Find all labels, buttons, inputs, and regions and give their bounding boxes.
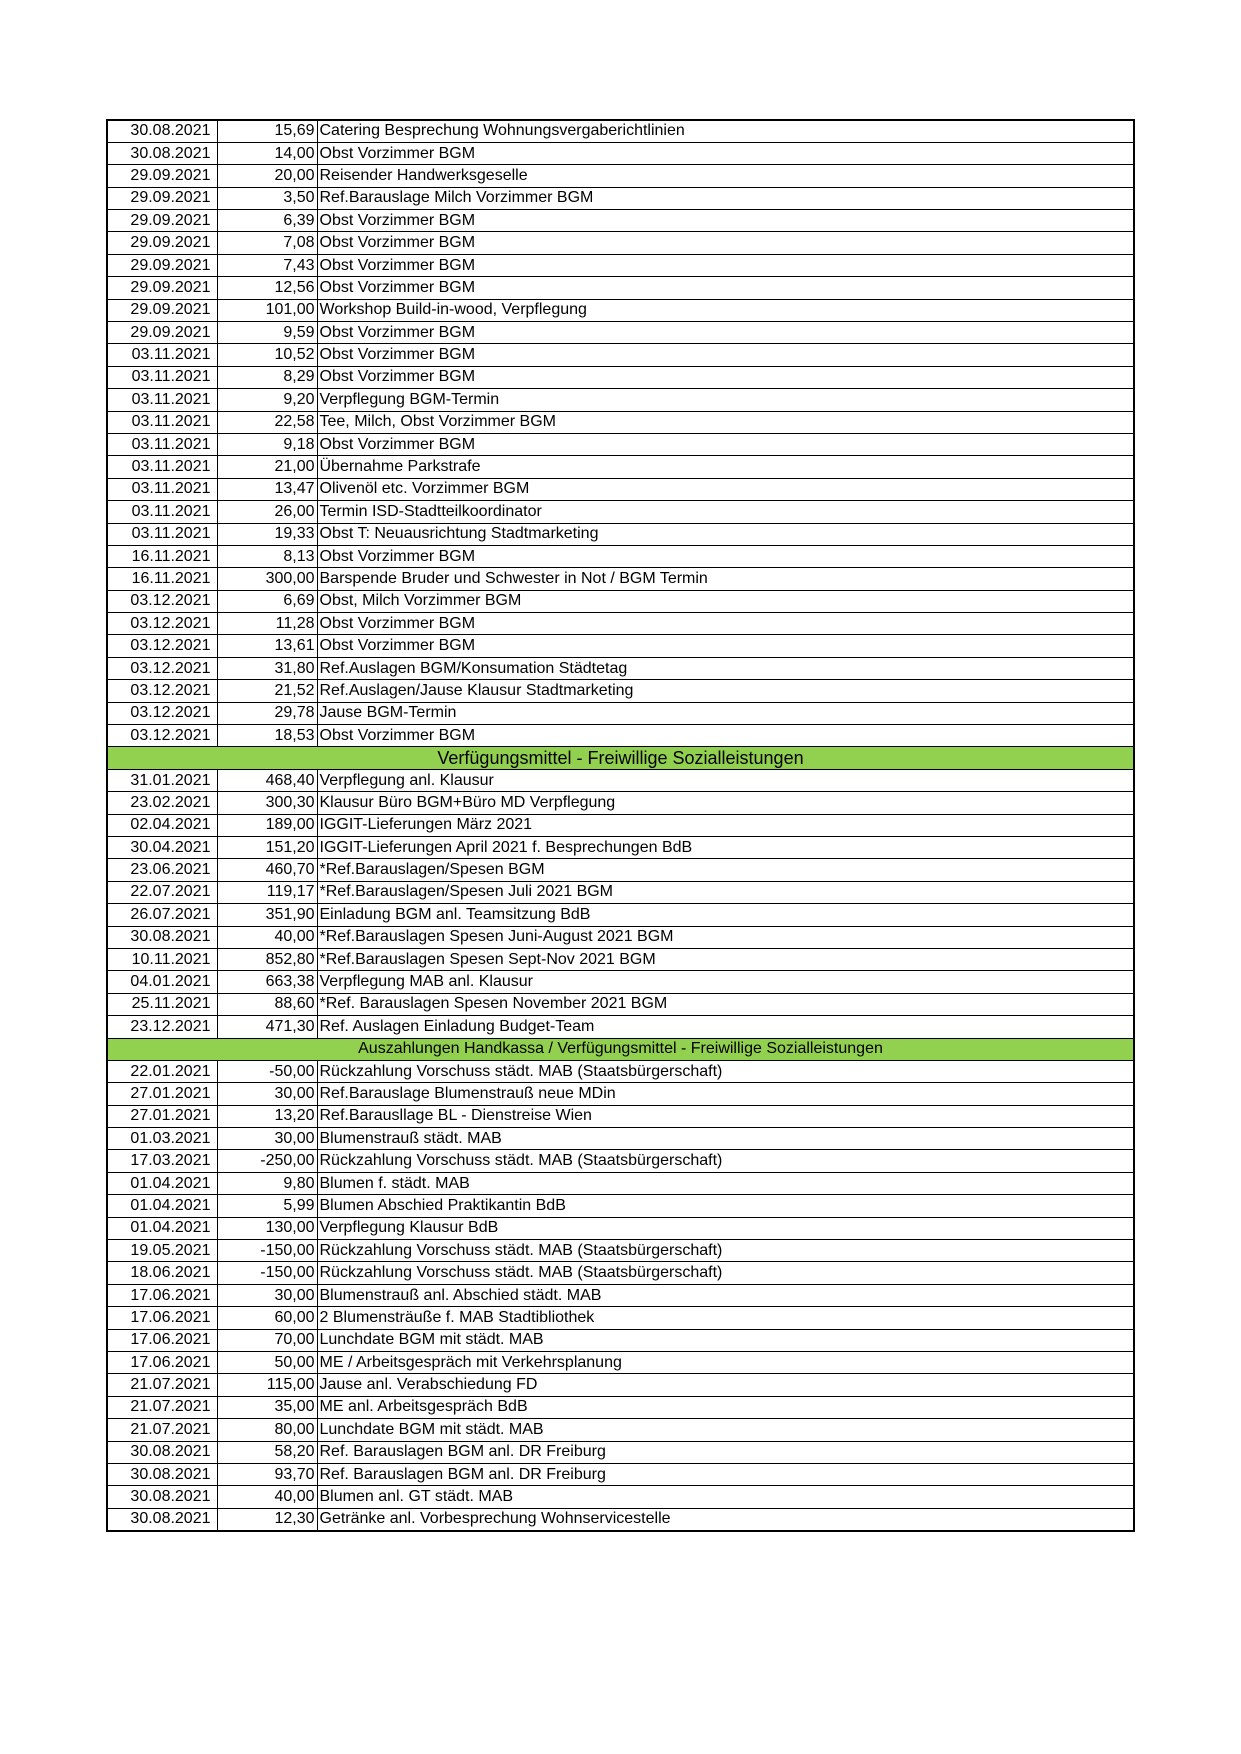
row-amount: -150,00 bbox=[217, 1240, 317, 1262]
row-description: Obst Vorzimmer BGM bbox=[317, 210, 1134, 232]
row-amount: 30,00 bbox=[217, 1083, 317, 1105]
row-amount: 7,43 bbox=[217, 254, 317, 276]
row-date: 03.12.2021 bbox=[107, 613, 217, 635]
row-amount: 19,33 bbox=[217, 523, 317, 545]
table-row bbox=[107, 590, 1134, 612]
row-description: Rückzahlung Vorschuss städt. MAB (Staatsbürgerschaft) bbox=[317, 1262, 1134, 1284]
row-amount: -250,00 bbox=[217, 1150, 317, 1172]
row-amount: 151,20 bbox=[217, 837, 317, 859]
row-date: 22.07.2021 bbox=[107, 881, 217, 903]
row-date: 29.09.2021 bbox=[107, 210, 217, 232]
table-row bbox=[107, 613, 1134, 635]
row-description: Obst Vorzimmer BGM bbox=[317, 344, 1134, 366]
row-description: Obst T: Neuausrichtung Stadtmarketing bbox=[317, 523, 1134, 545]
row-amount: 9,18 bbox=[217, 433, 317, 455]
row-date: 17.03.2021 bbox=[107, 1150, 217, 1172]
table-row bbox=[107, 948, 1134, 970]
row-amount: 20,00 bbox=[217, 165, 317, 187]
table-row bbox=[107, 568, 1134, 590]
row-date: 30.08.2021 bbox=[107, 1486, 217, 1508]
row-amount: 101,00 bbox=[217, 299, 317, 321]
row-description: Jause anl. Verabschiedung FD bbox=[317, 1374, 1134, 1396]
row-amount: 130,00 bbox=[217, 1217, 317, 1239]
row-amount: 11,28 bbox=[217, 613, 317, 635]
row-amount: 58,20 bbox=[217, 1441, 317, 1463]
row-description: Rückzahlung Vorschuss städt. MAB (Staatsbürgerschaft) bbox=[317, 1060, 1134, 1082]
row-date: 17.06.2021 bbox=[107, 1329, 217, 1351]
row-description: Blumenstrauß städt. MAB bbox=[317, 1128, 1134, 1150]
row-date: 03.11.2021 bbox=[107, 501, 217, 523]
row-date: 01.04.2021 bbox=[107, 1172, 217, 1194]
table-row bbox=[107, 1262, 1134, 1284]
table-row bbox=[107, 165, 1134, 187]
row-date: 03.12.2021 bbox=[107, 590, 217, 612]
table-row bbox=[107, 456, 1134, 478]
table-row bbox=[107, 926, 1134, 948]
row-description: Blumen anl. GT städt. MAB bbox=[317, 1486, 1134, 1508]
row-amount: 21,52 bbox=[217, 680, 317, 702]
row-amount: -150,00 bbox=[217, 1262, 317, 1284]
table-row bbox=[107, 299, 1134, 321]
table-row bbox=[107, 1060, 1134, 1082]
row-description: Ref.Auslagen/Jause Klausur Stadtmarketing bbox=[317, 680, 1134, 702]
table-row bbox=[107, 1374, 1134, 1396]
row-amount: 5,99 bbox=[217, 1195, 317, 1217]
table-row bbox=[107, 904, 1134, 926]
row-date: 31.01.2021 bbox=[107, 769, 217, 791]
row-description: Blumen Abschied Praktikantin BdB bbox=[317, 1195, 1134, 1217]
row-description: Obst Vorzimmer BGM bbox=[317, 725, 1134, 747]
row-date: 21.07.2021 bbox=[107, 1419, 217, 1441]
row-date: 30.04.2021 bbox=[107, 837, 217, 859]
table-row bbox=[107, 814, 1134, 836]
row-amount: 30,00 bbox=[217, 1284, 317, 1306]
row-amount: -50,00 bbox=[217, 1060, 317, 1082]
table-row bbox=[107, 142, 1134, 164]
row-description: ME / Arbeitsgespräch mit Verkehrsplanung bbox=[317, 1351, 1134, 1373]
row-date: 26.07.2021 bbox=[107, 904, 217, 926]
row-date: 03.11.2021 bbox=[107, 366, 217, 388]
row-description: Verpflegung Klausur BdB bbox=[317, 1217, 1134, 1239]
row-description: Obst Vorzimmer BGM bbox=[317, 277, 1134, 299]
row-date: 03.12.2021 bbox=[107, 725, 217, 747]
table-row bbox=[107, 1463, 1134, 1485]
table-row bbox=[107, 344, 1134, 366]
row-description: Lunchdate BGM mit städt. MAB bbox=[317, 1329, 1134, 1351]
table-row bbox=[107, 1105, 1134, 1127]
row-description: Obst Vorzimmer BGM bbox=[317, 232, 1134, 254]
row-amount: 13,61 bbox=[217, 635, 317, 657]
row-date: 02.04.2021 bbox=[107, 814, 217, 836]
table-row bbox=[107, 523, 1134, 545]
row-description: Übernahme Parkstrafe bbox=[317, 456, 1134, 478]
table-row bbox=[107, 725, 1134, 747]
row-description: Obst Vorzimmer BGM bbox=[317, 254, 1134, 276]
row-date: 03.11.2021 bbox=[107, 433, 217, 455]
table-row bbox=[107, 232, 1134, 254]
row-date: 23.06.2021 bbox=[107, 859, 217, 881]
table-row bbox=[107, 680, 1134, 702]
row-date: 04.01.2021 bbox=[107, 971, 217, 993]
row-date: 10.11.2021 bbox=[107, 948, 217, 970]
row-date: 29.09.2021 bbox=[107, 254, 217, 276]
row-date: 03.12.2021 bbox=[107, 680, 217, 702]
row-description: Obst Vorzimmer BGM bbox=[317, 613, 1134, 635]
row-description: Lunchdate BGM mit städt. MAB bbox=[317, 1419, 1134, 1441]
row-date: 19.05.2021 bbox=[107, 1240, 217, 1262]
row-amount: 21,00 bbox=[217, 456, 317, 478]
table-row bbox=[107, 1016, 1134, 1038]
row-amount: 88,60 bbox=[217, 993, 317, 1015]
row-amount: 35,00 bbox=[217, 1396, 317, 1418]
table-row bbox=[107, 657, 1134, 679]
table-row bbox=[107, 971, 1134, 993]
table-row bbox=[107, 433, 1134, 455]
row-date: 23.02.2021 bbox=[107, 792, 217, 814]
row-amount: 300,30 bbox=[217, 792, 317, 814]
table-row bbox=[107, 769, 1134, 791]
row-description: Olivenöl etc. Vorzimmer BGM bbox=[317, 478, 1134, 500]
section-title: Verfügungsmittel - Freiwillige Sozialleistungen bbox=[107, 747, 1134, 769]
row-amount: 9,59 bbox=[217, 322, 317, 344]
row-date: 03.11.2021 bbox=[107, 478, 217, 500]
row-amount: 9,80 bbox=[217, 1172, 317, 1194]
row-amount: 351,90 bbox=[217, 904, 317, 926]
row-date: 29.09.2021 bbox=[107, 232, 217, 254]
table-row bbox=[107, 1284, 1134, 1306]
table-row bbox=[107, 1240, 1134, 1262]
row-description: Obst Vorzimmer BGM bbox=[317, 322, 1134, 344]
row-description: Ref.Barauslage Milch Vorzimmer BGM bbox=[317, 187, 1134, 209]
row-amount: 300,00 bbox=[217, 568, 317, 590]
row-description: Verpflegung MAB anl. Klausur bbox=[317, 971, 1134, 993]
row-amount: 93,70 bbox=[217, 1463, 317, 1485]
row-description: Obst Vorzimmer BGM bbox=[317, 433, 1134, 455]
table-row bbox=[107, 411, 1134, 433]
table-row bbox=[107, 993, 1134, 1015]
row-description: Ref.Barausllage BL - Dienstreise Wien bbox=[317, 1105, 1134, 1127]
section-header-row bbox=[107, 747, 1134, 769]
row-description: Ref. Barauslagen BGM anl. DR Freiburg bbox=[317, 1463, 1134, 1485]
row-date: 01.03.2021 bbox=[107, 1128, 217, 1150]
row-description: Catering Besprechung Wohnungsvergaberichtlinien bbox=[317, 120, 1134, 142]
row-description: Tee, Milch, Obst Vorzimmer BGM bbox=[317, 411, 1134, 433]
row-amount: 22,58 bbox=[217, 411, 317, 433]
row-date: 29.09.2021 bbox=[107, 187, 217, 209]
row-date: 27.01.2021 bbox=[107, 1083, 217, 1105]
row-date: 17.06.2021 bbox=[107, 1351, 217, 1373]
row-amount: 9,20 bbox=[217, 389, 317, 411]
table-row bbox=[107, 702, 1134, 724]
row-date: 29.09.2021 bbox=[107, 322, 217, 344]
row-date: 01.04.2021 bbox=[107, 1195, 217, 1217]
table-row bbox=[107, 1150, 1134, 1172]
table-row bbox=[107, 837, 1134, 859]
table-row bbox=[107, 389, 1134, 411]
row-amount: 31,80 bbox=[217, 657, 317, 679]
row-amount: 7,08 bbox=[217, 232, 317, 254]
table-row bbox=[107, 1419, 1134, 1441]
row-amount: 6,39 bbox=[217, 210, 317, 232]
row-description: Obst Vorzimmer BGM bbox=[317, 545, 1134, 567]
row-amount: 30,00 bbox=[217, 1128, 317, 1150]
row-amount: 115,00 bbox=[217, 1374, 317, 1396]
row-date: 30.08.2021 bbox=[107, 120, 217, 142]
row-date: 29.09.2021 bbox=[107, 165, 217, 187]
ledger-table bbox=[106, 119, 1135, 1532]
row-date: 16.11.2021 bbox=[107, 568, 217, 590]
table-row bbox=[107, 1329, 1134, 1351]
table-row bbox=[107, 254, 1134, 276]
row-description: Rückzahlung Vorschuss städt. MAB (Staatsbürgerschaft) bbox=[317, 1240, 1134, 1262]
table-row bbox=[107, 1441, 1134, 1463]
row-amount: 40,00 bbox=[217, 1486, 317, 1508]
row-date: 30.08.2021 bbox=[107, 1508, 217, 1530]
row-description: Getränke anl. Vorbesprechung Wohnservicestelle bbox=[317, 1508, 1134, 1530]
table-row bbox=[107, 1396, 1134, 1418]
row-date: 29.09.2021 bbox=[107, 299, 217, 321]
row-date: 18.06.2021 bbox=[107, 1262, 217, 1284]
row-description: Obst Vorzimmer BGM bbox=[317, 366, 1134, 388]
section-header-row bbox=[107, 1038, 1134, 1060]
row-date: 30.08.2021 bbox=[107, 142, 217, 164]
row-amount: 18,53 bbox=[217, 725, 317, 747]
row-date: 21.07.2021 bbox=[107, 1396, 217, 1418]
row-amount: 8,29 bbox=[217, 366, 317, 388]
table-row bbox=[107, 1351, 1134, 1373]
row-date: 03.12.2021 bbox=[107, 657, 217, 679]
row-date: 29.09.2021 bbox=[107, 277, 217, 299]
row-description: Ref.Barauslage Blumenstrauß neue MDin bbox=[317, 1083, 1134, 1105]
table-row bbox=[107, 545, 1134, 567]
row-description: *Ref.Barauslagen Spesen Sept-Nov 2021 BGM bbox=[317, 948, 1134, 970]
row-date: 17.06.2021 bbox=[107, 1307, 217, 1329]
row-description: Blumen f. städt. MAB bbox=[317, 1172, 1134, 1194]
row-description: Jause BGM-Termin bbox=[317, 702, 1134, 724]
row-amount: 471,30 bbox=[217, 1016, 317, 1038]
row-description: Ref. Auslagen Einladung Budget-Team bbox=[317, 1016, 1134, 1038]
row-amount: 189,00 bbox=[217, 814, 317, 836]
row-description: IGGIT-Lieferungen März 2021 bbox=[317, 814, 1134, 836]
row-date: 27.01.2021 bbox=[107, 1105, 217, 1127]
row-amount: 13,47 bbox=[217, 478, 317, 500]
row-amount: 15,69 bbox=[217, 120, 317, 142]
row-date: 16.11.2021 bbox=[107, 545, 217, 567]
row-amount: 29,78 bbox=[217, 702, 317, 724]
row-description: Termin ISD-Stadtteilkoordinator bbox=[317, 501, 1134, 523]
row-date: 17.06.2021 bbox=[107, 1284, 217, 1306]
row-date: 30.08.2021 bbox=[107, 1441, 217, 1463]
row-amount: 3,50 bbox=[217, 187, 317, 209]
row-date: 22.01.2021 bbox=[107, 1060, 217, 1082]
row-date: 03.11.2021 bbox=[107, 344, 217, 366]
row-description: *Ref.Barauslagen Spesen Juni-August 2021 BGM bbox=[317, 926, 1134, 948]
row-amount: 40,00 bbox=[217, 926, 317, 948]
row-description: *Ref.Barauslagen/Spesen Juli 2021 BGM bbox=[317, 881, 1134, 903]
row-amount: 80,00 bbox=[217, 1419, 317, 1441]
row-amount: 119,17 bbox=[217, 881, 317, 903]
table-row bbox=[107, 277, 1134, 299]
table-row bbox=[107, 501, 1134, 523]
row-date: 03.12.2021 bbox=[107, 702, 217, 724]
table-row bbox=[107, 881, 1134, 903]
row-amount: 60,00 bbox=[217, 1307, 317, 1329]
row-description: ME anl. Arbeitsgespräch BdB bbox=[317, 1396, 1134, 1418]
row-amount: 12,30 bbox=[217, 1508, 317, 1530]
row-description: Obst Vorzimmer BGM bbox=[317, 142, 1134, 164]
row-amount: 852,80 bbox=[217, 948, 317, 970]
table-row bbox=[107, 792, 1134, 814]
ledger-body bbox=[107, 120, 1134, 1531]
row-description: Obst, Milch Vorzimmer BGM bbox=[317, 590, 1134, 612]
row-description: Rückzahlung Vorschuss städt. MAB (Staatsbürgerschaft) bbox=[317, 1150, 1134, 1172]
row-description: *Ref. Barauslagen Spesen November 2021 BGM bbox=[317, 993, 1134, 1015]
table-row bbox=[107, 1128, 1134, 1150]
row-date: 21.07.2021 bbox=[107, 1374, 217, 1396]
row-amount: 663,38 bbox=[217, 971, 317, 993]
table-row bbox=[107, 1307, 1134, 1329]
table-row bbox=[107, 1486, 1134, 1508]
row-description: Workshop Build-in-wood, Verpflegung bbox=[317, 299, 1134, 321]
row-amount: 10,52 bbox=[217, 344, 317, 366]
row-description: Ref. Barauslagen BGM anl. DR Freiburg bbox=[317, 1441, 1134, 1463]
row-amount: 468,40 bbox=[217, 769, 317, 791]
row-amount: 14,00 bbox=[217, 142, 317, 164]
row-description: IGGIT-Lieferungen April 2021 f. Besprechungen BdB bbox=[317, 837, 1134, 859]
table-row bbox=[107, 1083, 1134, 1105]
table-row bbox=[107, 1508, 1134, 1530]
row-amount: 26,00 bbox=[217, 501, 317, 523]
row-date: 03.11.2021 bbox=[107, 389, 217, 411]
row-description: Reisender Handwerksgeselle bbox=[317, 165, 1134, 187]
table-row bbox=[107, 210, 1134, 232]
row-date: 03.11.2021 bbox=[107, 411, 217, 433]
row-amount: 12,56 bbox=[217, 277, 317, 299]
row-description: Einladung BGM anl. Teamsitzung BdB bbox=[317, 904, 1134, 926]
row-description: *Ref.Barauslagen/Spesen BGM bbox=[317, 859, 1134, 881]
row-amount: 460,70 bbox=[217, 859, 317, 881]
table-row bbox=[107, 635, 1134, 657]
row-amount: 13,20 bbox=[217, 1105, 317, 1127]
row-amount: 70,00 bbox=[217, 1329, 317, 1351]
row-date: 25.11.2021 bbox=[107, 993, 217, 1015]
row-date: 30.08.2021 bbox=[107, 926, 217, 948]
row-description: Obst Vorzimmer BGM bbox=[317, 635, 1134, 657]
row-date: 30.08.2021 bbox=[107, 1463, 217, 1485]
row-description: Blumenstrauß anl. Abschied städt. MAB bbox=[317, 1284, 1134, 1306]
row-date: 01.04.2021 bbox=[107, 1217, 217, 1239]
row-description: Verpflegung anl. Klausur bbox=[317, 769, 1134, 791]
table-row bbox=[107, 1217, 1134, 1239]
table-row bbox=[107, 478, 1134, 500]
table-row bbox=[107, 859, 1134, 881]
table-row bbox=[107, 366, 1134, 388]
row-description: Klausur Büro BGM+Büro MD Verpflegung bbox=[317, 792, 1134, 814]
row-date: 23.12.2021 bbox=[107, 1016, 217, 1038]
row-date: 03.11.2021 bbox=[107, 523, 217, 545]
section-title: Auszahlungen Handkassa / Verfügungsmittel - Freiwillige Sozialleistungen bbox=[107, 1038, 1134, 1060]
row-date: 03.11.2021 bbox=[107, 456, 217, 478]
row-description: 2 Blumensträuße f. MAB Stadtibliothek bbox=[317, 1307, 1134, 1329]
table-row bbox=[107, 322, 1134, 344]
row-description: Ref.Auslagen BGM/Konsumation Städtetag bbox=[317, 657, 1134, 679]
table-row bbox=[107, 1195, 1134, 1217]
table-row bbox=[107, 187, 1134, 209]
row-description: Verpflegung BGM-Termin bbox=[317, 389, 1134, 411]
table-row bbox=[107, 120, 1134, 142]
row-description: Barspende Bruder und Schwester in Not / BGM Termin bbox=[317, 568, 1134, 590]
table-row bbox=[107, 1172, 1134, 1194]
row-amount: 50,00 bbox=[217, 1351, 317, 1373]
row-date: 03.12.2021 bbox=[107, 635, 217, 657]
row-amount: 8,13 bbox=[217, 545, 317, 567]
row-amount: 6,69 bbox=[217, 590, 317, 612]
